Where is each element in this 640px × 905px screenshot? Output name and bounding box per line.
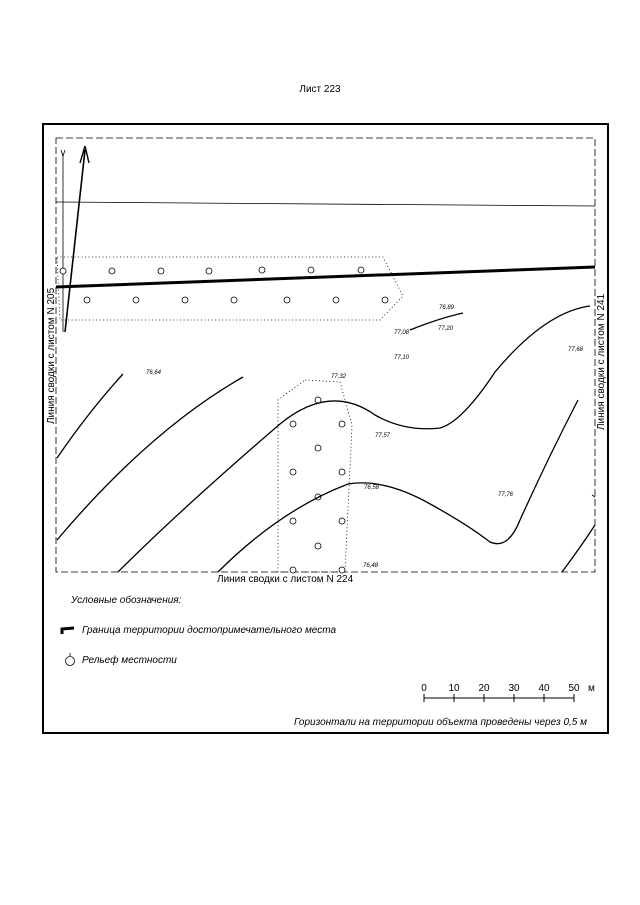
contour-line <box>218 400 578 572</box>
north-arrow-icon <box>61 146 89 332</box>
outer-frame <box>43 124 608 733</box>
relief-point <box>315 445 321 451</box>
road-line <box>56 202 595 206</box>
relief-point <box>133 297 139 303</box>
elevation-label: 76,89 <box>439 305 455 311</box>
relief-point <box>339 518 345 524</box>
relief-point <box>382 297 388 303</box>
relief-point <box>84 297 90 303</box>
relief-point <box>290 469 296 475</box>
relief-point <box>259 267 265 273</box>
elevation-label: 77,20 <box>438 326 454 332</box>
scale-tick-label: 20 <box>478 683 490 694</box>
boundary-legend-icon <box>62 628 74 634</box>
map-area-border <box>56 138 595 572</box>
scale-tick-label: 30 <box>508 683 520 694</box>
relief-points <box>60 267 388 573</box>
contour-tick <box>592 495 595 497</box>
relief-point <box>339 469 345 475</box>
contour-line <box>410 313 463 330</box>
relief-legend-icon <box>66 653 75 666</box>
scale-tick-label: 40 <box>538 683 550 694</box>
elevation-label: 77,76 <box>498 492 514 498</box>
relief-point <box>315 543 321 549</box>
relief-point <box>290 518 296 524</box>
elevation-label: 77,68 <box>568 347 584 353</box>
scale-unit: м <box>588 683 595 694</box>
relief-point <box>339 567 345 573</box>
relief-point <box>333 297 339 303</box>
contour-interval-note: Горизонтали на территории объекта проведены через 0,5 м <box>294 717 588 728</box>
territory-boundary-line <box>56 267 595 287</box>
scale-tick-label: 0 <box>421 683 427 694</box>
relief-point <box>308 267 314 273</box>
relief-point <box>182 297 188 303</box>
relief-point <box>109 268 115 274</box>
elevation-label: 76,48 <box>363 563 379 569</box>
scale-tick-label: 10 <box>448 683 460 694</box>
relief-point <box>206 268 212 274</box>
join-label-bottom: Линия сводки с листом N 224 <box>217 574 354 585</box>
legend-boundary: Граница территории достопримечательного места <box>82 625 337 636</box>
relief-point <box>60 268 66 274</box>
scale-bar <box>424 694 574 702</box>
relief-point <box>358 267 364 273</box>
elevation-label: 77,57 <box>375 433 391 439</box>
contour-lines <box>57 306 595 572</box>
relief-point <box>339 421 345 427</box>
contour-line <box>118 306 590 572</box>
relief-point <box>284 297 290 303</box>
legend-relief: Рельеф местности <box>82 655 177 666</box>
elevation-label: 77,08 <box>394 330 410 336</box>
contour-line <box>57 374 123 458</box>
sheet-title: Лист 223 <box>299 84 341 95</box>
object-area-center <box>278 380 352 572</box>
relief-point <box>158 268 164 274</box>
legend-title: Условные обозначения: <box>71 595 182 606</box>
elevation-label: 77,32 <box>331 374 347 380</box>
contour-line <box>57 377 243 540</box>
relief-point <box>231 297 237 303</box>
relief-point <box>290 421 296 427</box>
scale-tick-label: 50 <box>568 683 580 694</box>
elevation-label: 76,58 <box>364 485 380 491</box>
elevation-label: 76,64 <box>146 370 162 376</box>
relief-point <box>290 567 296 573</box>
join-label-left: Линия сводки с листом N 205 <box>46 287 57 424</box>
elevation-label: 77,10 <box>394 355 410 361</box>
join-label-right: Линия сводки с листом N 241 <box>596 293 607 430</box>
object-area-top <box>57 257 403 320</box>
contour-line <box>562 525 595 572</box>
